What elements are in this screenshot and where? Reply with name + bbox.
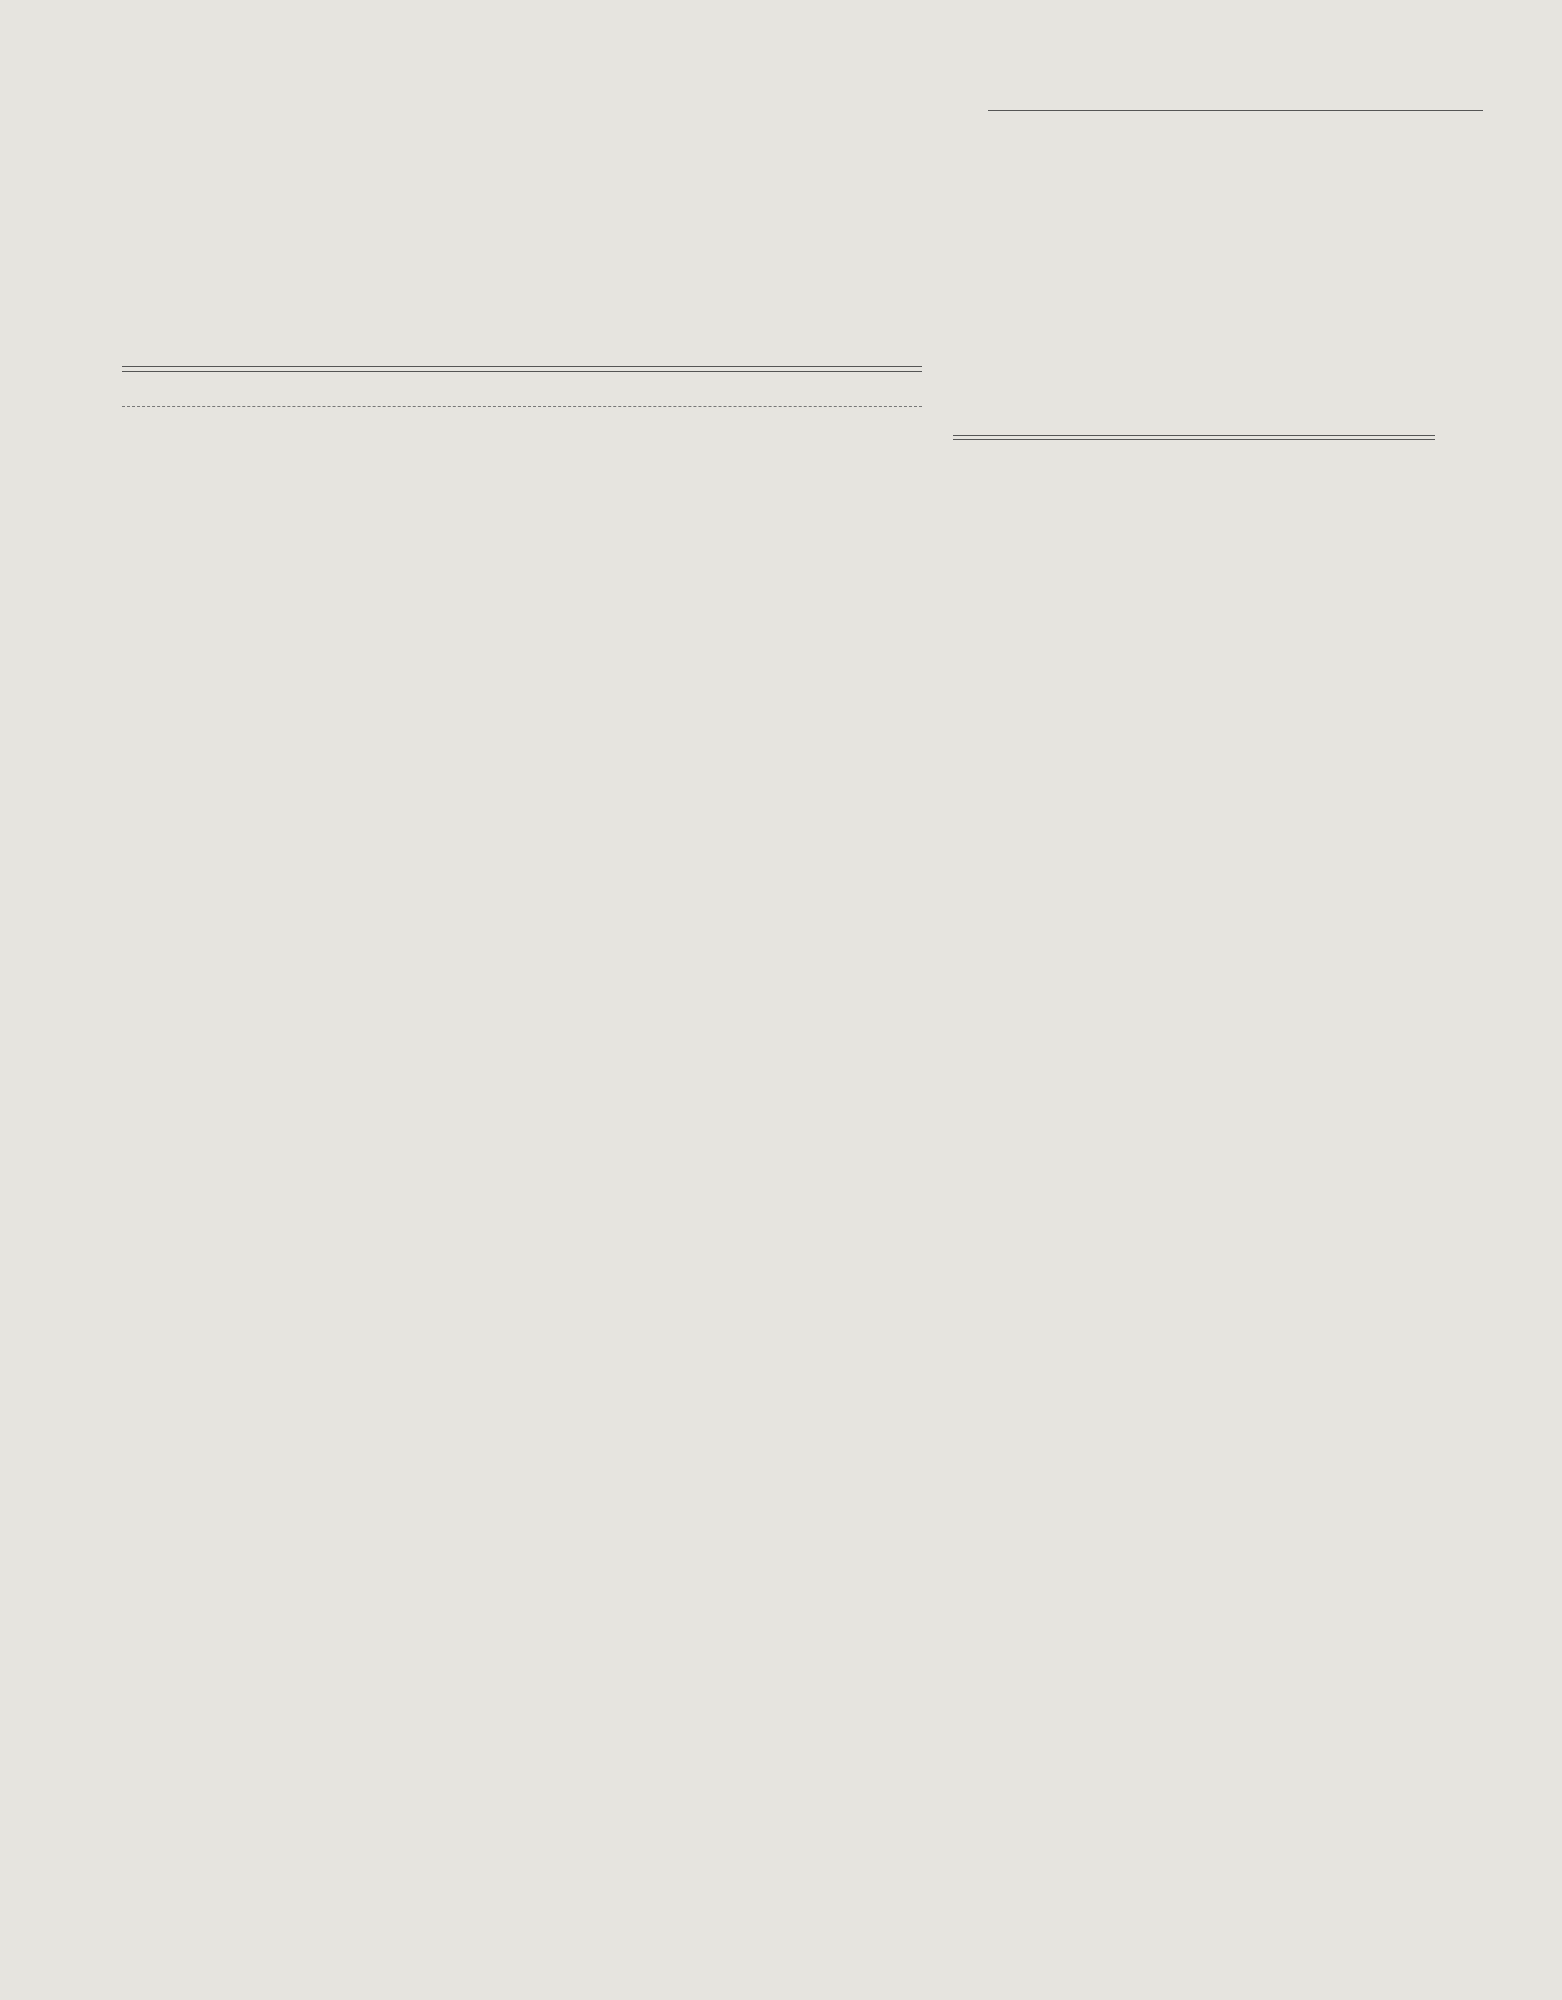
combines-header	[300, 1224, 1310, 1230]
riz-crevettes-note-row	[953, 439, 1435, 440]
desserts-section	[1002, 696, 1429, 712]
riz-poulet-note-row	[953, 435, 1435, 436]
mini-general-tao-row	[122, 371, 922, 372]
soupes-repas-last-row	[988, 110, 1483, 111]
dashed-divider	[122, 406, 922, 407]
mini-combo-section	[140, 885, 870, 905]
soupes-repas-section	[988, 96, 1483, 113]
special-can-tho-row	[122, 366, 922, 367]
repas-legers-section	[115, 340, 925, 449]
speciaux-section	[953, 420, 1435, 442]
entrees-section	[115, 112, 535, 130]
breuvages-section	[1002, 1008, 1432, 1048]
